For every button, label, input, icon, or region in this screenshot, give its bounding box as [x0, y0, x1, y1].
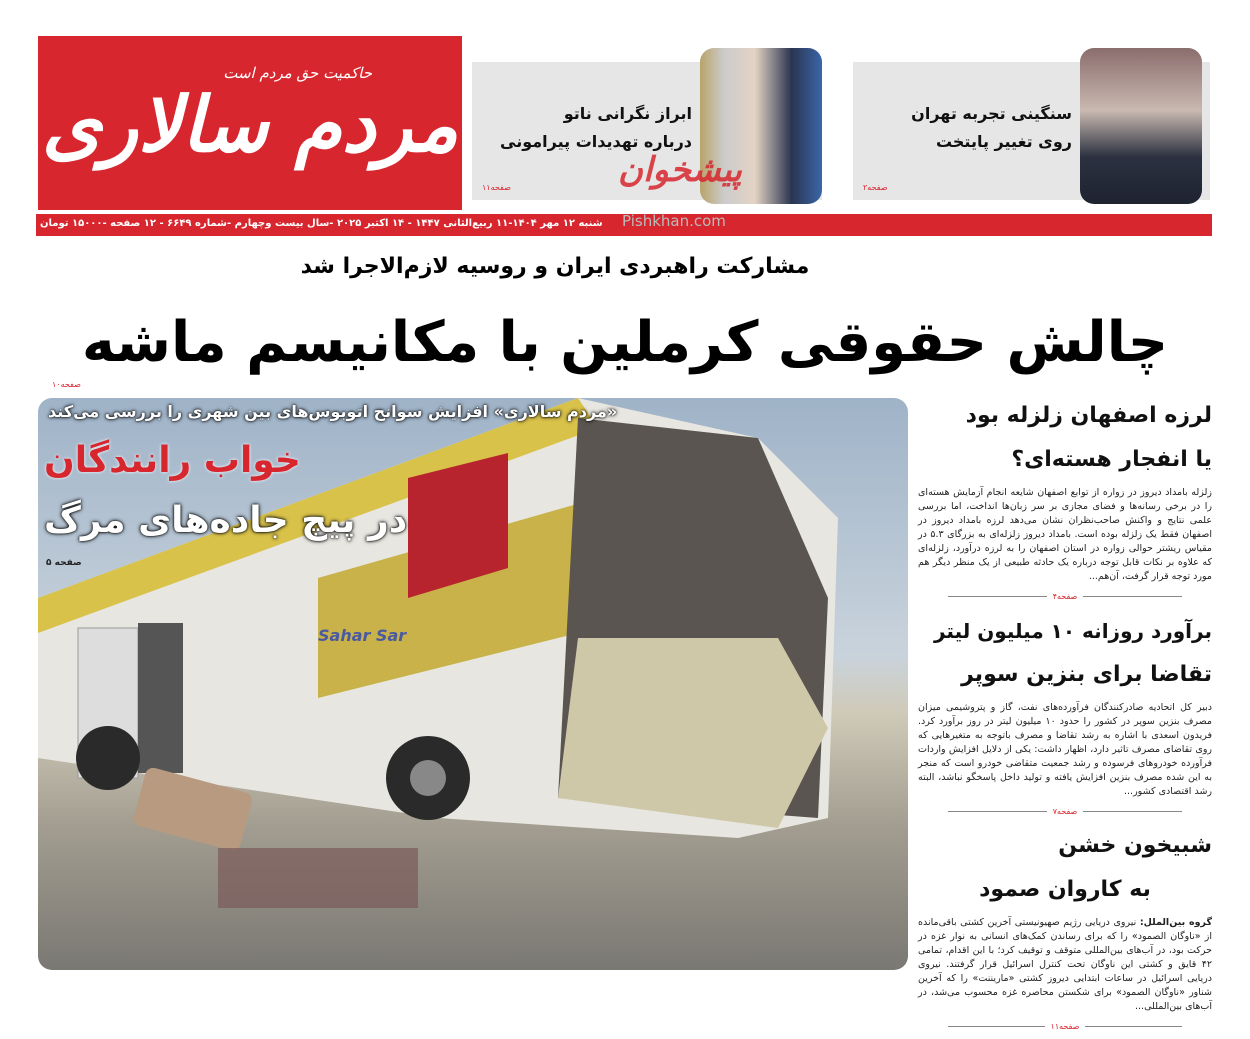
story-earthquake[interactable]: [918, 394, 1212, 601]
story-title: شبیخون خشن: [1058, 833, 1212, 858]
page-ref: صفحه۱۱: [1050, 1022, 1080, 1031]
page-ref-divider: [948, 592, 1182, 601]
watermark: پیشخوان: [618, 150, 742, 190]
teaser-title: درباره تهدیدات پیرامونی: [500, 132, 692, 151]
watermark-url: Pishkhan.com: [622, 212, 726, 230]
photo-title-white[interactable]: در پیچ جاده‌های مرگ: [44, 500, 408, 541]
page-ref: صفحه۷: [1052, 807, 1078, 816]
bus-illustration: [38, 398, 908, 970]
story-body: دبیر کل اتحادیه صادرکنندگان فرآورده‌های نفت، گاز و پتروشیمی میزان مصرف بنزین سوپر در کشور را حدود ۱۰ میلیون لیتر در روز برآورد کرد. فریدون اسعدی با اشاره به رشد تقاضا و مصرف باتوجه به متغیرهایی که روی تقاضای مصرف تاثیر دارد، اظهار داشت: یکی از دلایل افزایش واردات فرآورده خودروهای فرسوده و رشد جمعیت متقاضی خودرو است که منجر به این شده مصرف بنزین افزایش یافته و تولید داخل پاسخگو نباشد، البته رشد اقتصادی کشور...: [918, 702, 1212, 797]
masthead-slogan: حاکمیت حق مردم است: [223, 64, 372, 82]
masthead-name: مردم سالاری: [41, 80, 459, 169]
page-ref: صفحه ۵: [46, 558, 82, 568]
lead-subhead: مشارکت راهبردی ایران و روسیه لازم‌الاجرا شد: [300, 254, 810, 279]
story-body: [918, 916, 1212, 1014]
page-ref-divider: [948, 807, 1182, 816]
bus-text: Sahar Sar: [318, 626, 407, 645]
story-lead: گروه بین‌الملل:: [1139, 917, 1212, 928]
teaser-title: سنگینی تجربه تهران: [911, 104, 1072, 123]
story-title: برآورد روزانه ۱۰ میلیون لیتر: [933, 619, 1212, 643]
masthead-logo: [38, 36, 462, 210]
story-title: تقاضا برای بنزین سوپر: [961, 662, 1212, 687]
page-ref: صفحه۱۱: [482, 183, 511, 192]
bus-crash-photo[interactable]: [38, 398, 908, 970]
dateline: شنبه ۱۲ مهر ۱۴۰۴-۱۱ ربیع‌الثانی ۱۴۴۷ - ۱۴ اکتبر ۲۰۲۵ -سال بیست وچهارم -شماره ۶۶۴۹ - ۱۲ صفحه -۱۵۰۰۰ تومان: [40, 218, 603, 229]
photo-kicker: «مردم سالاری» افزایش سوانح اتوبوس‌های بین شهری را بررسی می‌کند: [48, 402, 618, 421]
story-title: لرزه اصفهان زلزله بود: [965, 403, 1212, 428]
story-gasoline[interactable]: [918, 609, 1212, 816]
page-ref: صفحه۴: [1052, 592, 1078, 601]
story-flotilla[interactable]: [918, 824, 1212, 1031]
teaser-title: ابراز نگرانی ناتو: [563, 104, 692, 123]
page-ref: صفحه۲: [863, 183, 888, 192]
story-title: یا انفجار هسته‌ای؟: [1011, 447, 1212, 472]
lead-headline[interactable]: چالش حقوقی کرملین با مکانیسم ماشه: [81, 310, 1169, 375]
teaser-tehran[interactable]: [853, 62, 1210, 200]
page-ref-divider: [948, 1022, 1182, 1031]
story-body-text: نیروی دریایی رژیم صهیونیستی آخرین کشتی باقی‌مانده از «ناوگان الصمود» را که برای رساندن کمک‌های انسانی به نوار غزه در حرکت بود، در آب‌های بین‌المللی متوقف و توقیف کرد؛ با این اقدام، تمامی ۴۲ قایق و کشتی این ناوگان تحت کنترل اسرائیل قرار گرفتند. نیروی دریایی اسرائیل در ساعات ابتدایی دیروز کشتی «ماریننت» را که آخرین شناور «ناوگان الصمود» برای شکستن محاصره غزه محسوب می‌شد، در آب‌های بین‌المللی...: [918, 917, 1212, 1012]
photo-title-red[interactable]: خواب رانندگان: [44, 440, 301, 481]
page-ref: صفحه۱۰: [52, 380, 81, 389]
teaser-title: روی تغییر پایتخت: [935, 132, 1072, 151]
right-column: [918, 394, 1212, 1039]
story-title: به کاروان صمود: [979, 877, 1151, 902]
teaser-photo: [1080, 48, 1202, 204]
story-body: زلزله بامداد دیروز در زواره از توابع اصفهان شایعه انجام آزمایش هسته‌ای را در برخی رسانه‌ها و فضای مجازی بر سر زبان‌ها انداخت، اما بررسی علمی نتایج و واکنش صاحب‌نظران نشان می‌دهد لرزه بامداد دیروز در اصفهان فقط یک زلزله بوده است. بامداد دیروز زلزله‌ای به بزرگای ۵.۳ در مقیاس ریشتر حوالی زواره در استان اصفهان را به لرزه درآورد، زلزله‌ای که علاوه بر نکات قابل توجه درباره یک حادثه طبیعی از یک منظر دیگر هم مورد توجه قرار گرفت، آن‌هم...: [918, 487, 1212, 582]
